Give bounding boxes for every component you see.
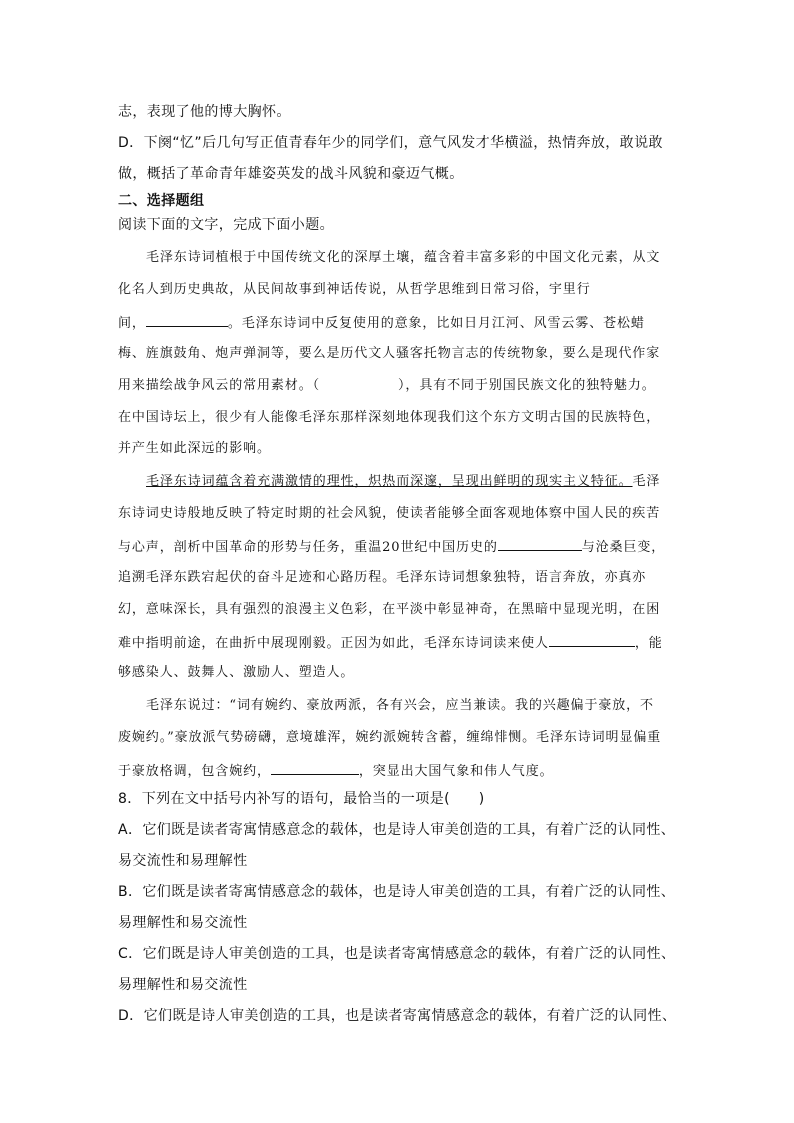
passage-p2-line2: 东诗词史诗般地反映了特定时期的社会风貌，使读者能够全面客观地体察中国人民的疾苦: [118, 506, 661, 521]
fill-blank-1: [146, 312, 228, 327]
passage-p1-line2: 化名人到历史典故，从民间故事到神话传说，从哲学思维到日常习俗，宇里行: [118, 282, 591, 297]
passage-p1-line3-text: 。毛泽东诗词中反复使用的意象，比如日月江河、风雪云雾、苍松蜡: [227, 316, 645, 331]
passage-p3-line3-b: ，突显出大国气象和伟人气度。: [358, 764, 554, 779]
prev-option-c-tail: 志，表现了他的博大胸怀。: [118, 104, 291, 120]
passage-p1-line5: [118, 376, 656, 396]
option-a-line1[interactable]: A．它们既是读者寄寓情感意念的载体，也是诗人审美创造的工具，有着广泛的认同性、: [118, 822, 676, 838]
option-d-line1[interactable]: D．它们既是诗人审美创造的工具，也是读者寄寓情感意念的载体，有着广泛的认同性、: [118, 1008, 677, 1024]
option-c-line1[interactable]: C．它们既是诗人审美创造的工具，也是读者寄寓情感意念的载体，有着广泛的认同性、: [118, 946, 676, 962]
passage-p2-line1-tail: 毛泽: [632, 474, 661, 489]
passage-p3-line2: 废婉约。”豪放派气势磅礴，意境雄浑，婉约派婉转含蓄，缠绵悱恻。毛泽东诗词明显偏重: [118, 730, 662, 745]
passage-p1-line6: 在中国诗坛上，很少有人能像毛泽东那样深刻地体现我们这个东方文明古国的民族特色，: [118, 410, 661, 425]
passage-p1-line3-prefix: 间，: [118, 316, 146, 331]
passage-p3-line1: 毛泽东说过：“词有婉约、豪放两派，各有兴会，应当兼读。我的兴趣偏于豪放，不: [146, 698, 654, 713]
passage-p2-line7: 够感染人、鼓舞人、激励人、塑造人。: [118, 665, 355, 680]
passage-p1-line1: 毛泽东诗词植根于中国传统文化的深厚土壤，蕴含着丰富多彩的中国文化元素，从文: [146, 250, 661, 265]
passage-p2-line3-b: 与沧桑巨变，: [581, 540, 666, 555]
passage-p1-line4: 梅、旌旗鼓角、炮声弹洞等，要么是历代文人骚客托物言志的传统物象，要么是现代作家: [118, 346, 661, 361]
passage-p2-line3-a: 与心声，剖析中国革命的形势与任务，重温20世纪中国历史的: [118, 540, 498, 555]
question-stem: 8．下列在文中括号内补写的语句，最恰当的一项是( ): [118, 791, 485, 807]
fill-blank-3: [549, 632, 635, 647]
option-b-line2[interactable]: 易理解性和易交流性: [118, 915, 248, 931]
passage-p2-line4: 追溯毛泽东跌宕起伏的奋斗足迹和心路历程。毛泽东诗词想象独特，语言奔放，亦真亦: [118, 570, 647, 585]
passage-p1-line5-b: ），具有不同于别国民族文化的独特魅力。: [398, 378, 656, 393]
underlined-sentence: 毛泽东诗词蕴含着充满激情的理性，炽热而深邃，呈现出鲜明的现实主义特征。: [146, 474, 633, 489]
passage-p3-line3: [118, 760, 554, 782]
passage-p2-line6: [118, 632, 663, 654]
fill-blank-4: [271, 760, 359, 775]
section-heading: 二、选择题组: [118, 193, 205, 209]
option-b-line1[interactable]: B．它们既是读者寄寓情感意念的载体，也是诗人审美创造的工具，有着广泛的认同性、: [118, 884, 676, 900]
passage-p3-line3-a: 于豪放格调，包含婉约，: [118, 764, 271, 779]
section-instruction: 阅读下面的文字，完成下面小题。: [118, 217, 334, 233]
passage-p2-line5: 幻，意味深长，具有强烈的浪漫主义色彩，在平淡中彰显神奇，在黑暗中显现光明，在困: [118, 602, 661, 617]
fill-blank-2: [498, 536, 582, 551]
passage-p2-line6-a: 难中指明前途，在曲折中展现刚毅。正因为如此，毛泽东诗词读来使人: [118, 636, 549, 651]
prev-option-d-line1: D．下阕“忆”后几句写正值青春年少的同学们，意气风发才华横溢，热情奔放，敢说敢: [118, 135, 663, 151]
passage-p2-line1: [146, 472, 660, 492]
passage-p2-line6-b: ，能: [634, 636, 663, 651]
option-a-line2[interactable]: 易交流性和易理解性: [118, 853, 248, 869]
prev-option-d-line2: 做，概括了革命青年雄姿英发的战斗风貌和豪迈气概。: [118, 166, 464, 182]
passage-p1-line7: 并产生如此深远的影响。: [118, 441, 271, 456]
passage-p1-line3: [118, 312, 645, 334]
option-c-line2[interactable]: 易理解性和易交流性: [118, 977, 248, 993]
passage-p1-line5-a: 用来描绘战争风云的常用素材。（: [118, 378, 321, 393]
passage-p2-line3: [118, 536, 665, 558]
